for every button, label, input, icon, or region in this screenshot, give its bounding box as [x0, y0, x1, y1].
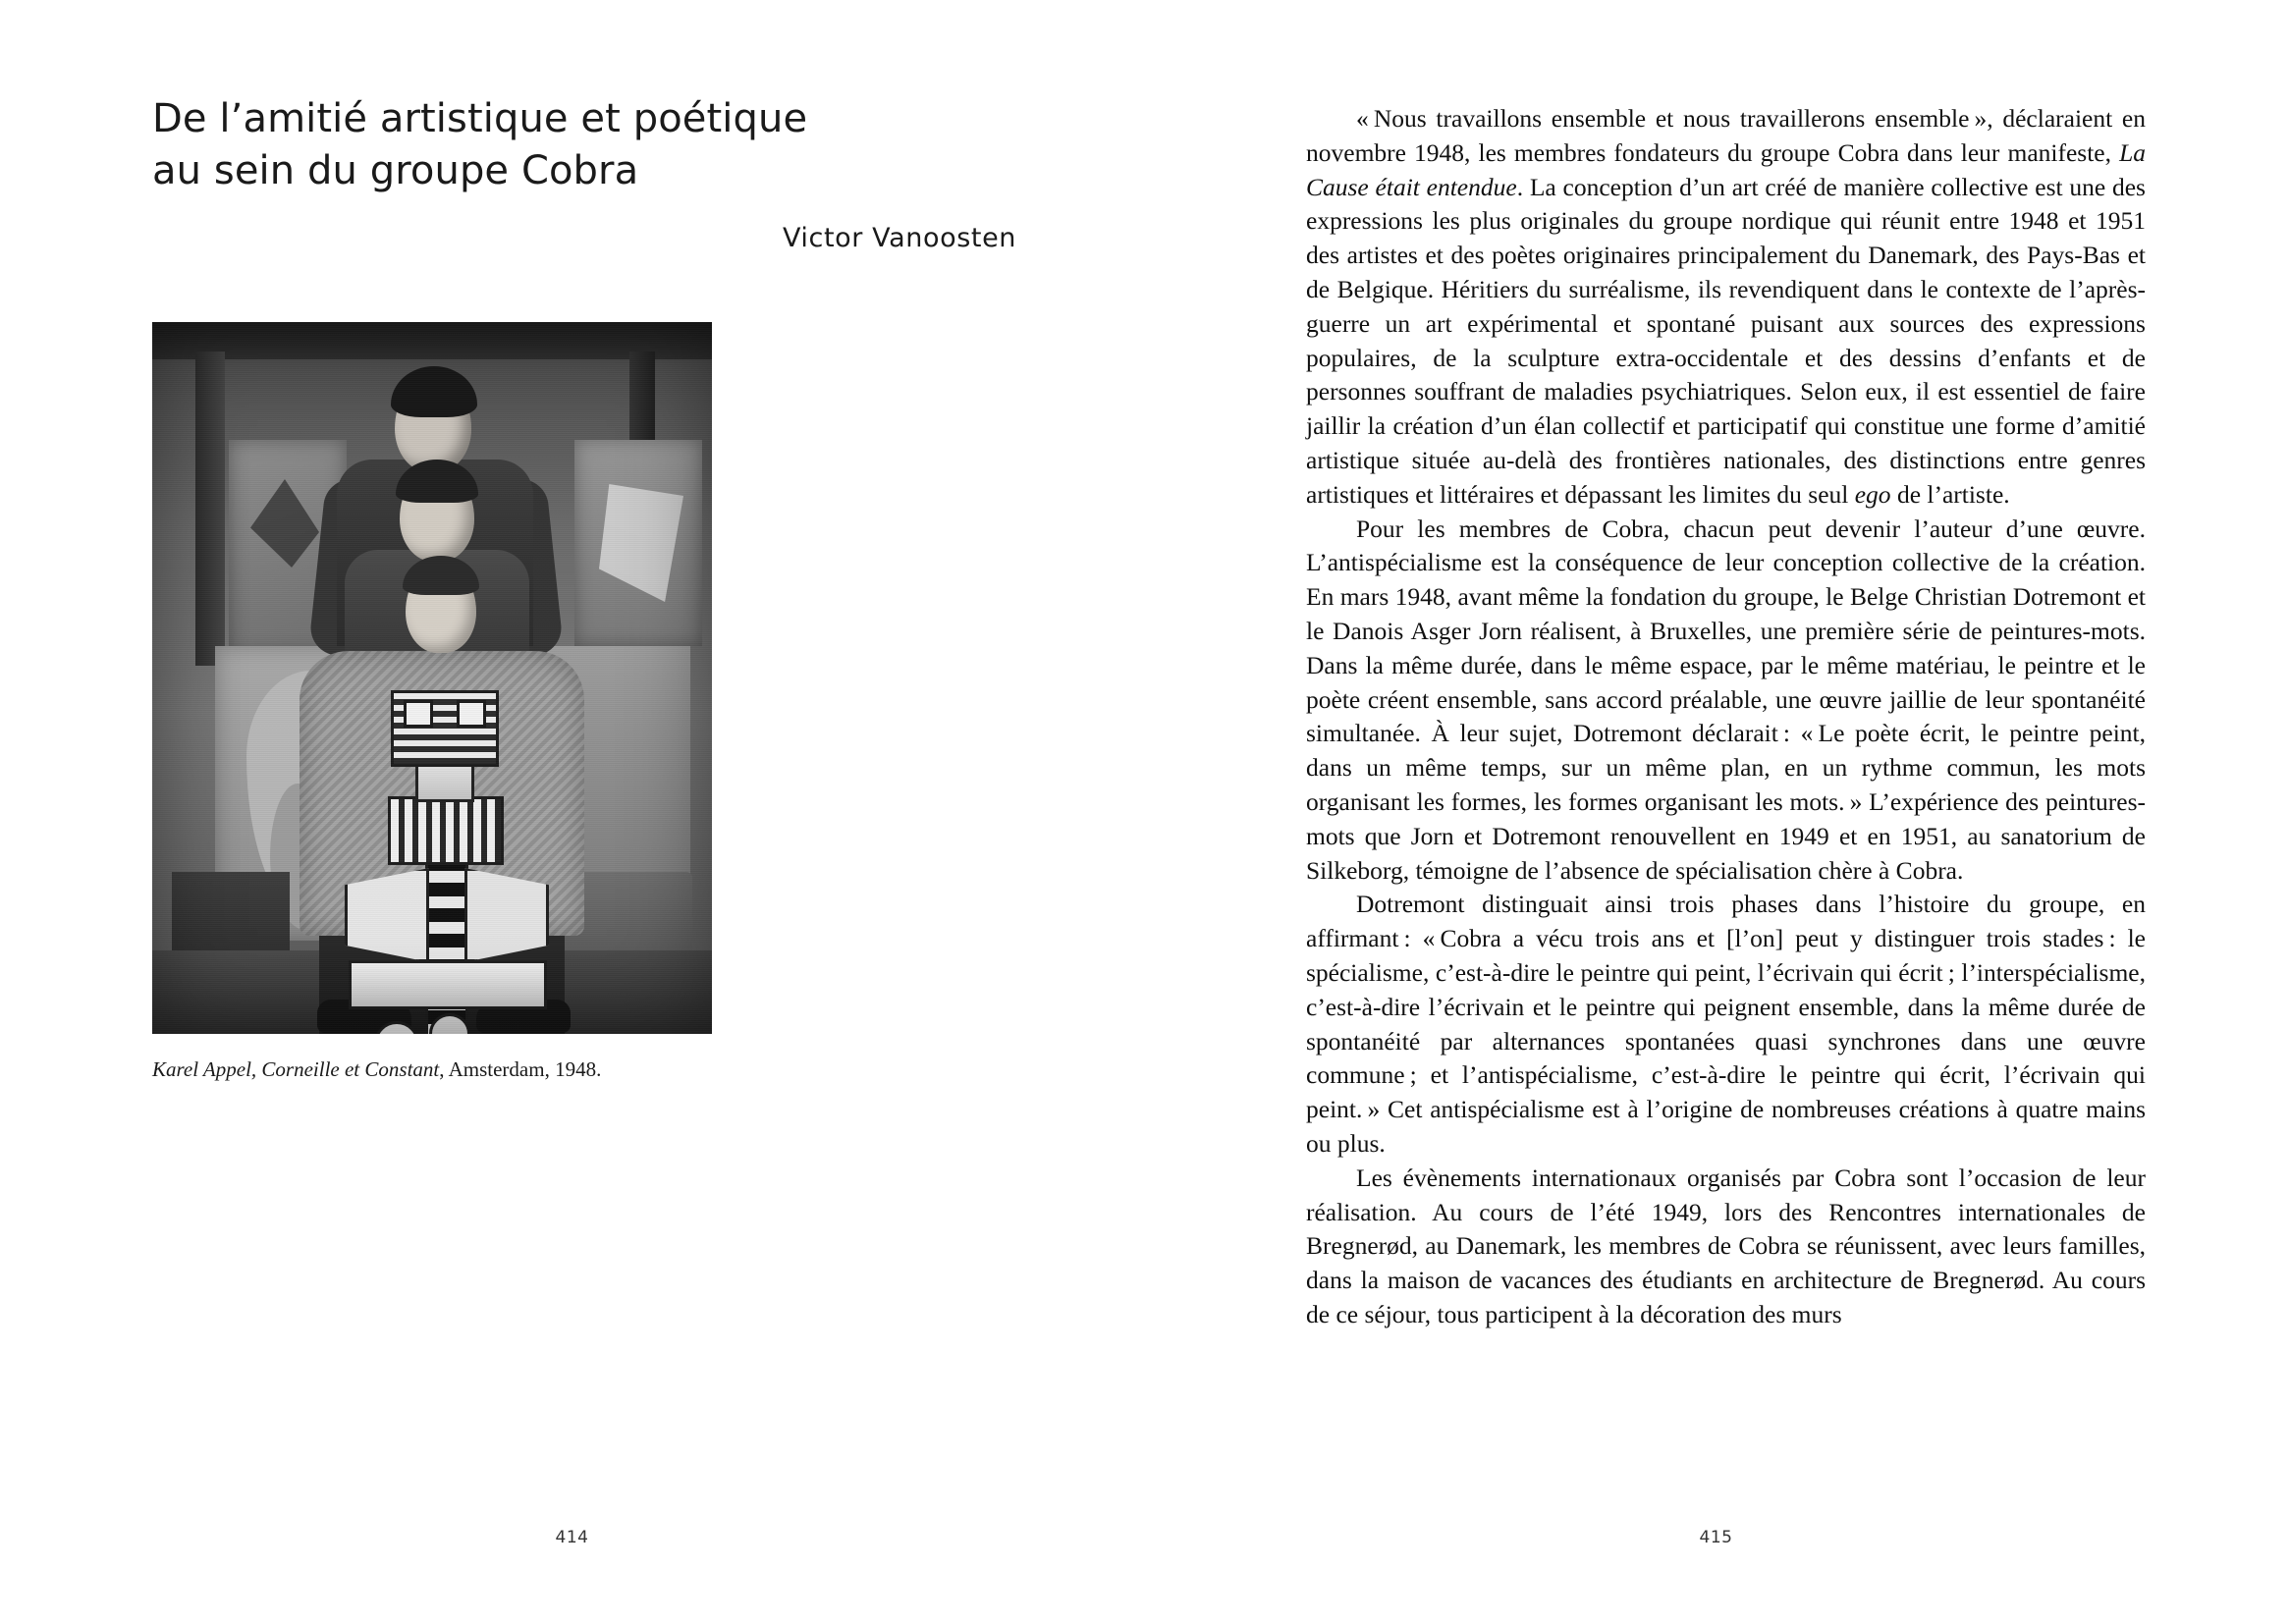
paragraph-1	[1306, 102, 2146, 513]
figure-image	[152, 322, 712, 1034]
paragraph-1-body: . La conception d’un art créé de manière collective est une des expressions les plus originales du groupe nordique qui réunit entre 1948 et 1951 des artistes et des poètes originaires principalement du Danemark, des Pays-Bas et de Belgique. Héritiers du surréalisme, ils revendiquent dans le contexte de l’après-guerre un art expérimental et spontané puisant aux sources des expressions populaires, de la sculpture extra-occidentale et des dessins d’enfants et de personnes souffrant de maladies psychiatriques. Selon eux, il est essentiel de faire jaillir la création d’un élan collectif et participatif qui constitue une forme d’amitié artistique située au-delà des frontières nationales, des distinctions entre genres artistiques et littéraires et dépassant les limites du seul	[1306, 172, 2146, 509]
photo-sculpture-eye-right	[457, 700, 486, 728]
body-text-column	[1306, 102, 2146, 1332]
article-author: Victor Vanoosten	[782, 222, 1016, 253]
article-title-line-2: au sein du groupe Cobra	[152, 147, 639, 193]
right-page	[1144, 0, 2288, 1624]
photo-sculpture-eye-left	[404, 700, 433, 728]
paragraph-3: Dotremont distinguait ainsi trois phases dans l’histoire du groupe, en affirmant : « Cobra a vécu trois ans et [l’on] peut y distinguer trois stades : le spécialisme, c’est-à-dire le peintre qui peint, l’écrivain qui écrit ; l’interspécialisme, c’est-à-dire l’écrivain et le peintre qui peignent ensemble, dans la même durée de spontanéité par alternances spontanées quasi synchrones dans une œuvre commune ; et l’antispécialisme, c’est-à-dire le peintre qui écrit, l’écrivain qui peint. » Cet antispécialisme est à l’origine de nombreuses créations à quatre mains ou plus.	[1306, 890, 2146, 1158]
photo-ceiling-beam	[152, 322, 712, 359]
photo-sculpture-chest	[388, 796, 504, 865]
photo-sculpture-crossbar	[349, 960, 547, 1009]
figure-caption-details: , Amsterdam, 1948.	[439, 1057, 602, 1081]
article-title-block	[152, 93, 1016, 253]
photo-sculpture-neck	[415, 761, 474, 802]
paragraph-1-lead: « Nous travaillons ensemble et nous travaillerons ensemble », déclaraient en novembre 1948, les membres fondateurs du groupe Cobra dans leur manifeste,	[1306, 104, 2146, 167]
photo-post-left	[195, 352, 225, 666]
paragraph-1-tail: de l’artiste.	[1890, 479, 2010, 509]
article-title-line-1: De l’amitié artistique et poétique	[152, 96, 808, 141]
figure-caption	[152, 1056, 712, 1083]
ego-term: ego	[1854, 479, 1891, 509]
left-page	[0, 0, 1144, 1624]
page-title	[152, 93, 1016, 197]
manifesto-title: La Cause était entendue	[1306, 137, 2146, 201]
paragraph-4: Les évènements internationaux organisés par Cobra sont l’occasion de leur réalisation. Au cours de l’été 1949, lors des Rencontres internationales de Bregnerød, au Danemark, les membres de Cobra se réunissent, avec leurs familles, dans la maison de vacances des étudiants en architecture de Bregnerød. Au cours de ce séjour, tous participent à la décoration des murs	[1306, 1163, 2146, 1328]
figure-caption-title: Karel Appel, Corneille et Constant	[152, 1057, 440, 1081]
figure	[152, 322, 712, 1083]
folio-right: 415	[1699, 1528, 1733, 1547]
paragraph-2: Pour les membres de Cobra, chacun peut devenir l’auteur d’une œuvre. L’antispécialisme est la conséquence de leur conception collective de la création. En mars 1948, avant même la fondation du groupe, le Belge Christian Dotremont et le Danois Asger Jorn réalisent, à Bruxelles, une première série de peintures-mots. Dans la même durée, dans le même espace, par le même matériau, le peintre et le poète créent ensemble, sans accord préalable, une œuvre jaillie de leur spontanéité simultanée. À leur sujet, Dotremont déclarait : « Le poète écrit, le peintre peint, dans un même temps, sur un même plan, en un rythme commun, les mots organisant les formes, les formes organisant les mots. » L’expérience des peintures-mots que Jorn et Dotremont renouvellent en 1949 et en 1951, au sanatorium de Silkeborg, témoigne de l’absence de spécialisation chère à Cobra.	[1306, 514, 2146, 885]
folio-left: 414	[555, 1528, 589, 1547]
